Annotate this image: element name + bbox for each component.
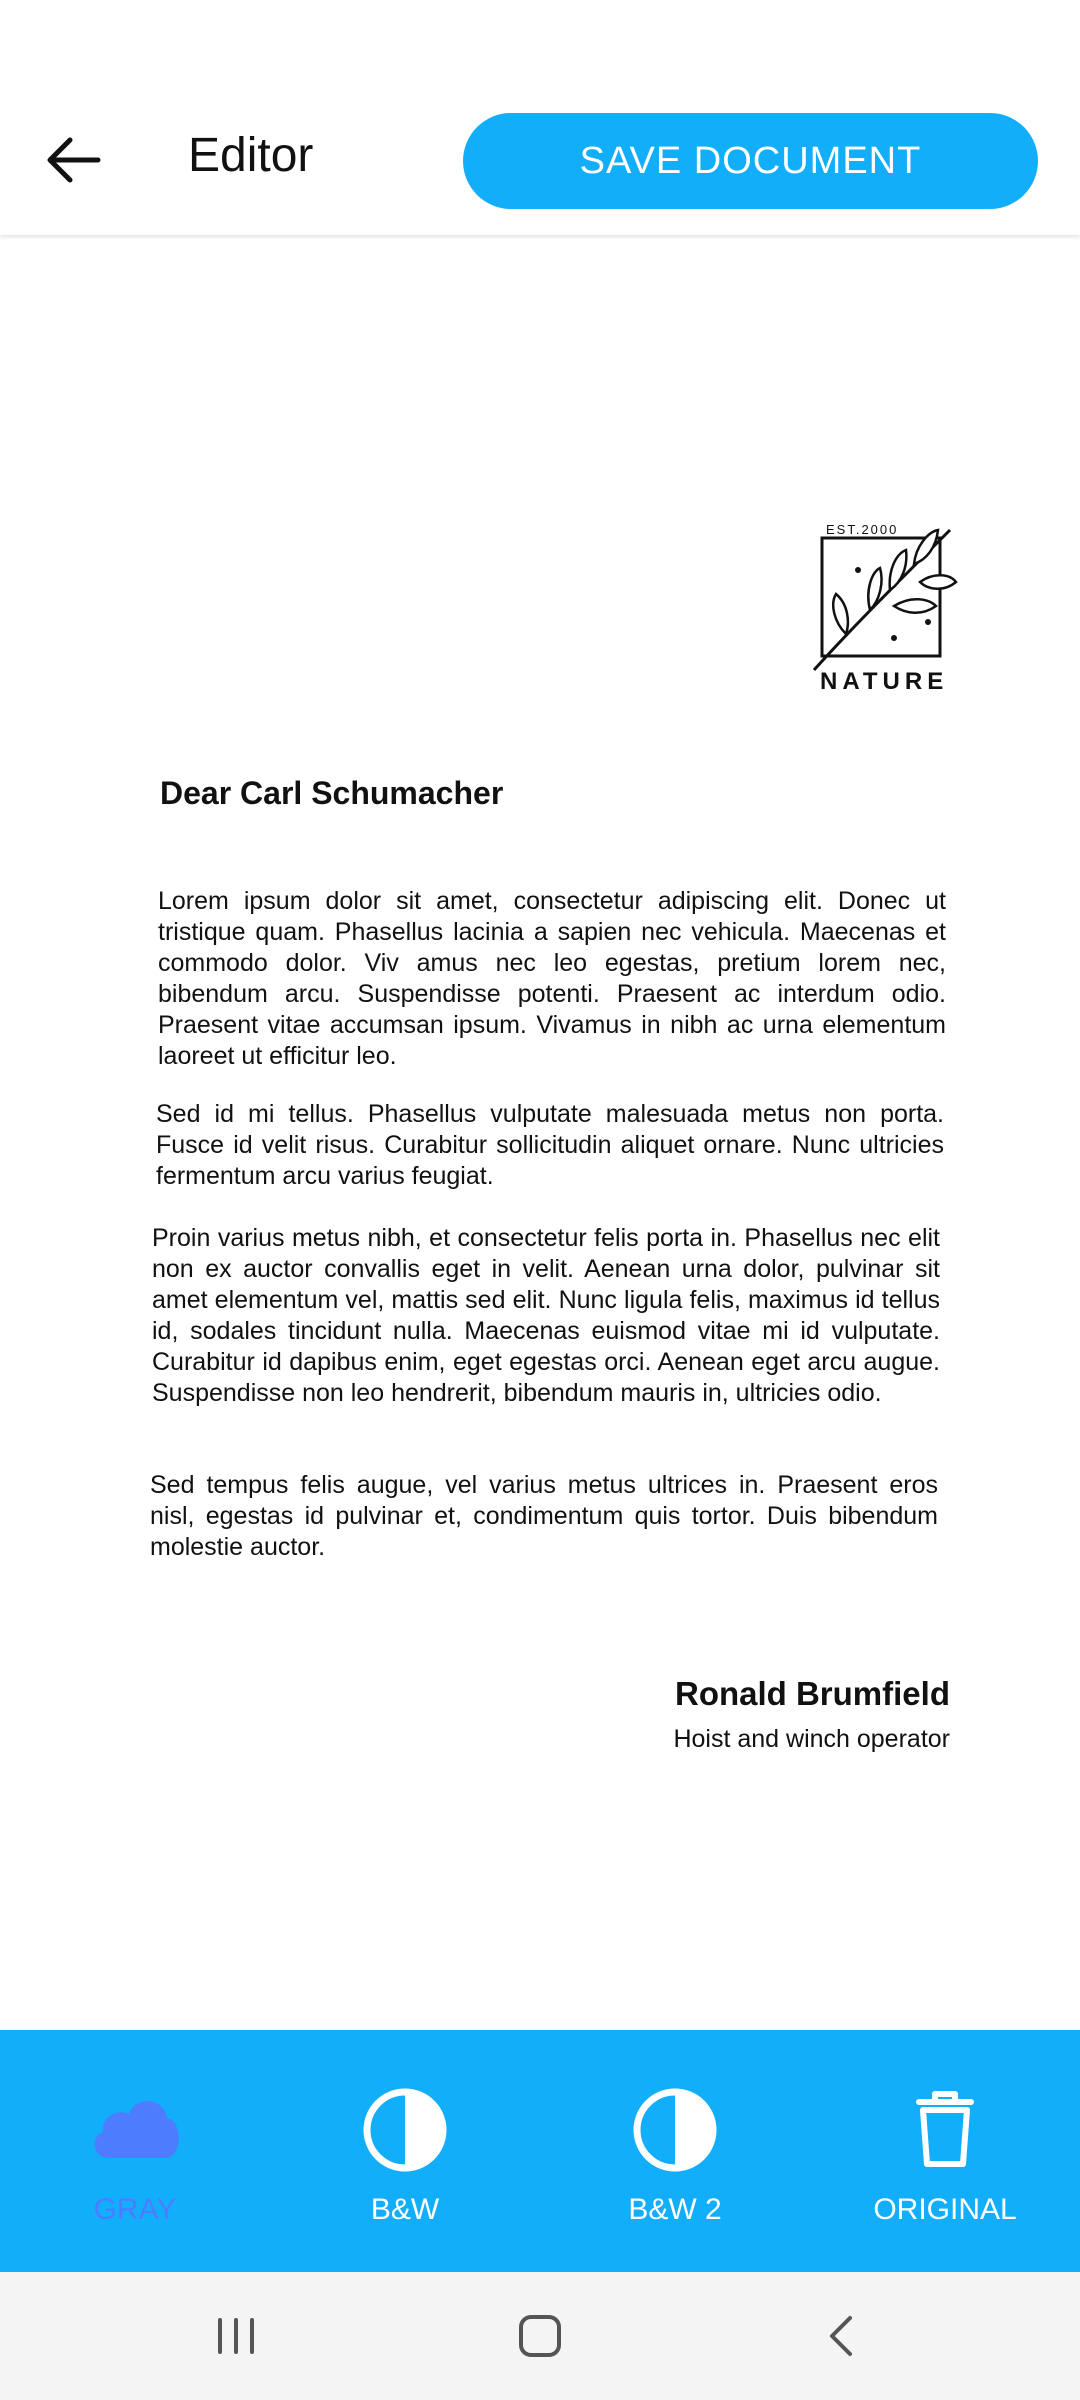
home-icon[interactable]	[510, 2306, 570, 2366]
logo-est-text: EST.2000	[826, 522, 899, 537]
letter-paragraph: Proin varius metus nibh, et consectetur felis porta in. Phasellus nec elit non ex auctor convallis eget in velit. Aenean urna dolor, pulvinar sit amet elementum vel, mattis sed elit. Nunc ligula felis, maximus id tellus id, sodales tincidunt nulla. Maecenas euismod vitae mi id vulputate. Curabitur id dapibus enim, eget egestas orci. Aenean eget arcu augue. Suspendisse non leo hendrerit, bibendum mauris in, ultricies odio.	[152, 1224, 940, 1407]
filter-label: ORIGINAL	[873, 2193, 1017, 2226]
filter-bw2-button[interactable]	[540, 2030, 810, 2272]
filter-bw-button[interactable]	[270, 2030, 540, 2272]
page-title: Editor	[188, 129, 314, 182]
cloud-icon	[85, 2080, 185, 2180]
filter-original-button[interactable]	[810, 2030, 1080, 2272]
letter-paragraph: Sed tempus felis augue, vel varius metus ultrices in. Praesent eros nisl, egestas id pulvinar et, condimentum quis tortor. Duis bibendum molestie auctor.	[150, 1471, 938, 1561]
signature-role: Hoist and winch operator	[673, 1725, 950, 1753]
recent-apps-icon[interactable]	[206, 2306, 266, 2366]
filter-gray-button[interactable]	[0, 2030, 270, 2272]
trash-icon	[895, 2080, 995, 2180]
arrow-left-icon[interactable]	[38, 125, 108, 195]
letter-greeting: Dear Carl Schumacher	[160, 775, 504, 811]
filter-label: GRAY	[93, 2193, 177, 2226]
signature-name: Ronald Brumfield	[674, 1675, 950, 1712]
contrast-icon	[355, 2080, 455, 2180]
filter-toolbar	[0, 2030, 1080, 2272]
contrast-icon	[625, 2080, 725, 2180]
system-nav-bar	[0, 2272, 1080, 2400]
back-nav-icon[interactable]	[812, 2306, 872, 2366]
save-document-button[interactable]: SAVE DOCUMENT	[463, 113, 1038, 209]
letter-paragraph: Sed id mi tellus. Phasellus vulputate malesuada metus non porta. Fusce id velit risus. Curabitur sollicitudin aliquet ornare. Nunc ultricies fermentum arcu varius feugiat.	[156, 1100, 944, 1190]
logo-name-text: NATURE	[820, 668, 949, 695]
top-app-bar	[0, 0, 1080, 235]
filter-label: B&W	[370, 2193, 440, 2226]
letter-paragraph: Lorem ipsum dolor sit amet, consectetur adipiscing elit. Donec ut tristique quam. Phasellus lacinia a sapien nec vehicula. Maecenas et commodo dolor. Viv amus nec leo egestas, pretium lorem nec, bibendum arcu. Suspendisse potenti. Praesent ac interdum odio. Praesent vitae accumsan ipsum. Vivamus in nibh ac urna elementum laoreet ut efficitur leo.	[158, 887, 946, 1070]
filter-label: B&W 2	[628, 2193, 722, 2226]
